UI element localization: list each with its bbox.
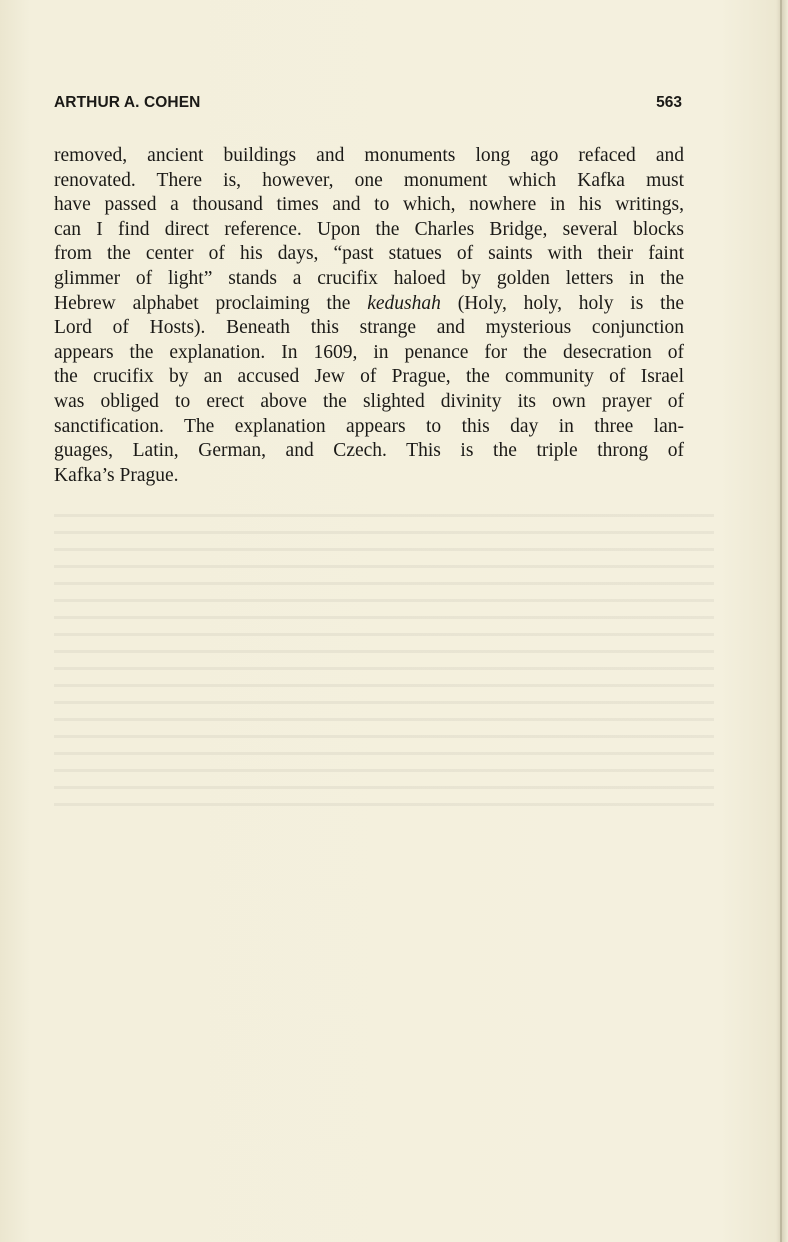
running-head (54, 94, 682, 114)
page-edge (780, 0, 782, 1242)
text-line: sanctification. The explanation appears to this day in three lan- (54, 415, 684, 437)
text-line: Kafka’s Prague. (54, 464, 179, 486)
text-line: guages, Latin, German, and Czech. This is the triple throng of (54, 440, 684, 462)
text-line: appears the explanation. In 1609, in penance for the desecration of (54, 341, 684, 363)
text-segment: Hebrew alphabet proclaiming the (54, 292, 368, 314)
running-head-author: ARTHUR A. COHEN (54, 94, 201, 111)
text-segment: (Holy, holy, holy is the (440, 292, 684, 314)
text-line: Lord of Hosts). Beneath this strange and mysterious conjunction (54, 317, 684, 339)
text-line: the crucifix by an accused Jew of Prague, the community of Israel (54, 366, 684, 388)
text-line: from the center of his days, “past statues of saints with their faint (54, 243, 684, 265)
text-line: glimmer of light” stands a crucifix haloed by golden letters in the (54, 267, 684, 289)
page-number: 563 (656, 94, 682, 111)
bleed-through-text (54, 500, 714, 820)
text-line (54, 292, 684, 317)
text-line: can I find direct reference. Upon the Charles Bridge, several blocks (54, 218, 684, 240)
text-line: have passed a thousand times and to which, nowhere in his writings, (54, 194, 684, 216)
body-paragraph (54, 144, 684, 488)
kedushah-italic: kedushah (367, 292, 441, 314)
text-line: was obliged to erect above the slighted divinity its own prayer of (54, 390, 684, 412)
text-line: renovated. There is, however, one monument which Kafka must (54, 169, 684, 191)
text-line: removed, ancient buildings and monuments long ago refaced and (54, 145, 684, 166)
